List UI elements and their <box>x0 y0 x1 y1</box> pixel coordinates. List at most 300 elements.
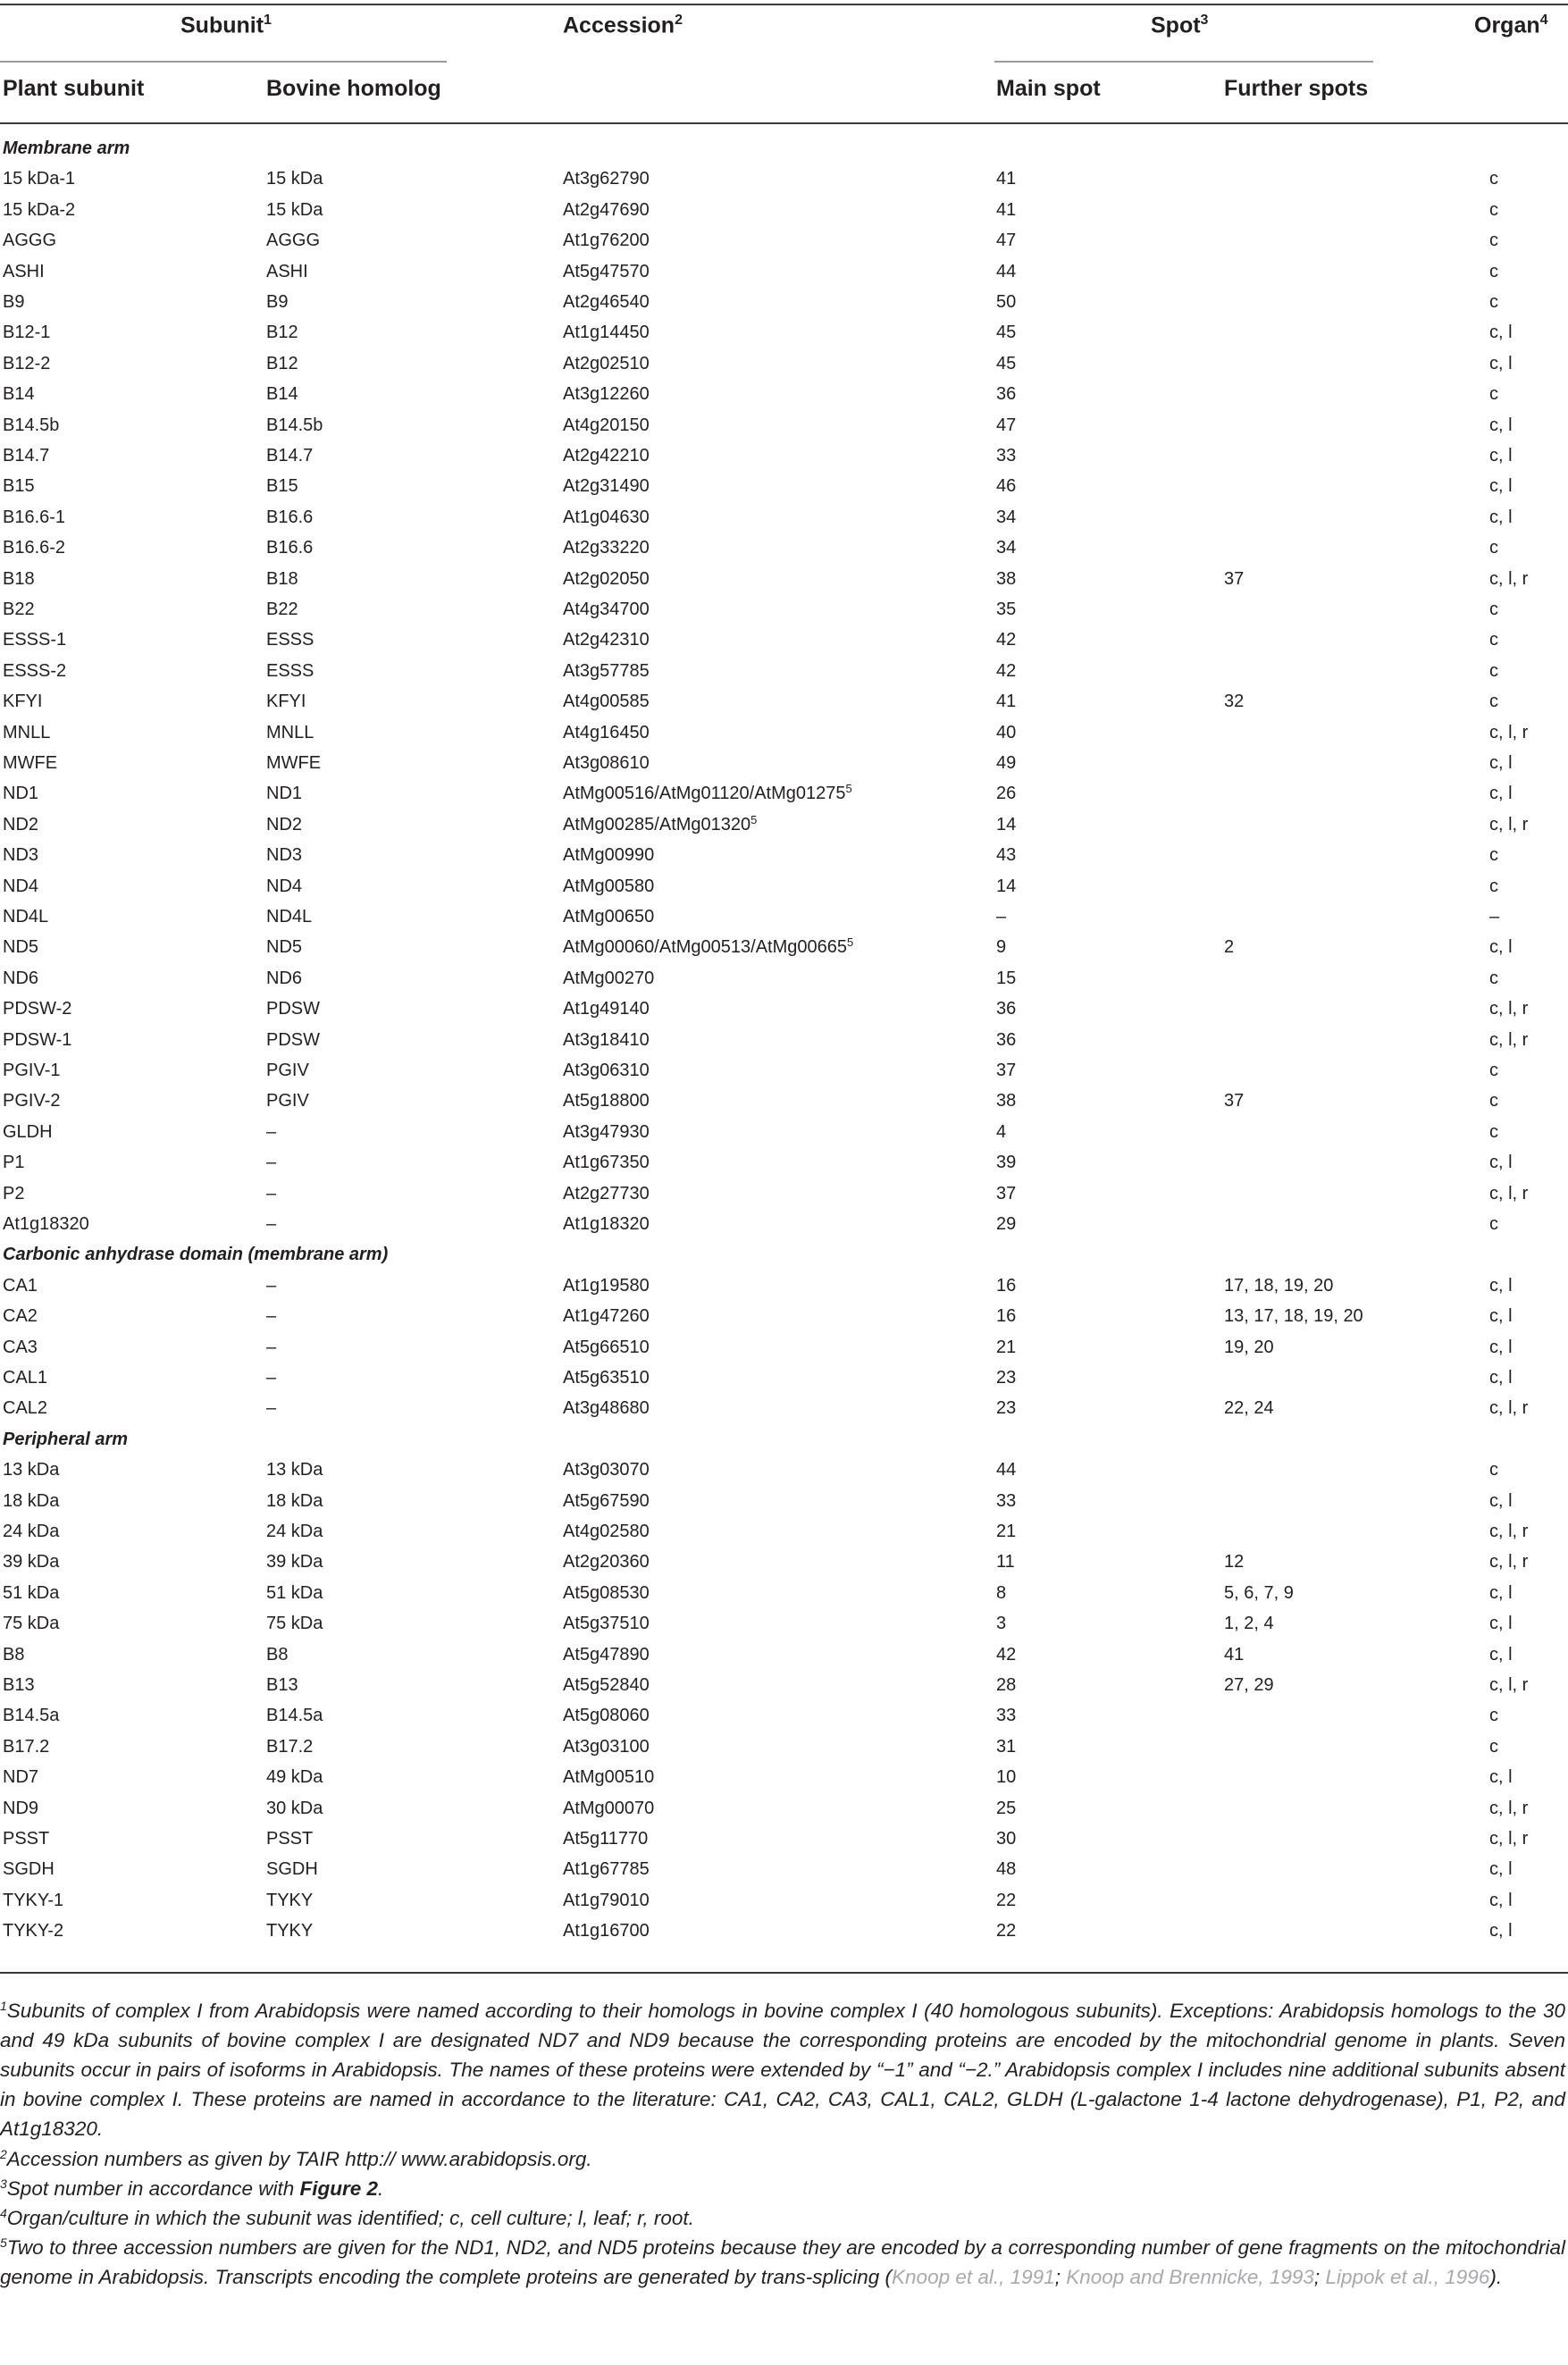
plant-subunit-cell: B15 <box>3 476 35 497</box>
bovine-homolog-cell: B16.6 <box>266 507 314 527</box>
main-spot-cell: 42 <box>996 630 1017 650</box>
table-header-rule <box>0 122 1568 124</box>
accession-footnote-mark: 5 <box>847 935 854 950</box>
organ-cell: c <box>1489 261 1498 281</box>
main-spot-cell: 23 <box>996 1398 1017 1419</box>
organ-cell: c, l <box>1489 446 1513 465</box>
plant-subunit-cell: 15 kDa-1 <box>3 169 76 189</box>
header-plant-subunit: Plant subunit <box>3 76 145 101</box>
bovine-homolog-cell: – <box>266 1368 277 1388</box>
plant-subunit-cell: ND6 <box>3 968 39 988</box>
organ-cell: c, l <box>1489 507 1513 527</box>
main-spot-cell: – <box>996 907 1007 927</box>
bovine-homolog-cell: 49 kDa <box>266 1767 323 1788</box>
accession-cell: At5g18800 <box>563 1091 650 1111</box>
bovine-homolog-cell: B16.6 <box>266 538 314 558</box>
figure-2-link[interactable]: Figure 2 <box>299 2177 379 2200</box>
accession-cell: AtMg00060/AtMg00513/AtMg00665$^5$ <box>563 935 854 958</box>
plant-subunit-cell: CA1 <box>3 1275 38 1296</box>
accession-cell: AtMg00990 <box>563 845 655 866</box>
plant-subunit-cell: B9 <box>3 292 25 312</box>
bovine-homolog-cell: – <box>266 1153 277 1173</box>
bovine-homolog-cell: PSST <box>266 1829 314 1849</box>
main-spot-cell: 9 <box>996 937 1007 958</box>
organ-cell: c <box>1489 630 1498 650</box>
plant-subunit-cell: At1g18320 <box>3 1214 89 1234</box>
accession-cell: At3g03070 <box>563 1460 650 1480</box>
organ-cell: c, l, r <box>1489 722 1529 742</box>
main-spot-cell: 47 <box>996 415 1017 435</box>
accession-cell: At1g67785 <box>563 1859 650 1880</box>
main-spot-cell: 34 <box>996 538 1017 558</box>
main-spot-cell: 3 <box>996 1614 1007 1634</box>
bovine-homolog-cell: B14 <box>266 384 298 405</box>
plant-subunit-cell: ND1 <box>3 784 39 804</box>
accession-cell: At2g02510 <box>563 353 650 373</box>
accession-cell: At2g46540 <box>563 292 650 312</box>
organ-cell: c, l, r <box>1489 1522 1529 1541</box>
organ-cell: c, l <box>1489 1921 1513 1941</box>
organ-cell: c <box>1489 169 1498 189</box>
main-spot-cell: 28 <box>996 1675 1017 1695</box>
organ-cell: c, l <box>1489 1337 1513 1357</box>
main-spot-cell: 8 <box>996 1582 1007 1603</box>
bovine-homolog-cell: ND4 <box>266 876 303 896</box>
accession-cell: AtMg00270 <box>563 968 655 988</box>
main-spot-cell: 35 <box>996 600 1017 619</box>
organ-cell: c <box>1489 876 1498 896</box>
main-spot-cell: 21 <box>996 1522 1017 1541</box>
plant-subunit-cell: P2 <box>3 1183 25 1203</box>
organ-cell: c <box>1489 1706 1498 1726</box>
plant-subunit-cell: MWFE <box>3 753 58 773</box>
bovine-homolog-cell: 24 kDa <box>266 1522 323 1541</box>
organ-cell: c, l, r <box>1489 568 1529 589</box>
bovine-homolog-cell: 13 kDa <box>266 1460 323 1480</box>
bovine-homolog-cell: B22 <box>266 600 298 619</box>
accession-cell: At2g20360 <box>563 1552 650 1572</box>
organ-cell: c, l, r <box>1489 1029 1529 1050</box>
main-spot-cell: 43 <box>996 845 1017 866</box>
main-spot-cell: 37 <box>996 1061 1017 1080</box>
further-spots-cell: 13, 17, 18, 19, 20 <box>1224 1306 1363 1327</box>
main-spot-cell: 39 <box>996 1153 1017 1173</box>
plant-subunit-cell: ND3 <box>3 845 39 866</box>
bovine-homolog-cell: ND6 <box>266 968 303 988</box>
organ-cell: c, l <box>1489 784 1513 804</box>
accession-cell: At5g67590 <box>563 1490 650 1511</box>
bovine-homolog-cell: 15 kDa <box>266 199 323 220</box>
organ-cell: c, l <box>1489 415 1513 435</box>
header-further-spots: Further spots <box>1224 76 1369 101</box>
accession-cell: At2g02050 <box>563 568 650 589</box>
organ-cell: c, l <box>1489 1490 1513 1511</box>
footnote-3: $^3$Spot number in accordance with Figure 2. <box>0 2176 384 2200</box>
plant-subunit-cell: B18 <box>3 568 35 589</box>
organ-cell: c, l <box>1489 1368 1513 1388</box>
organ-cell: – <box>1489 907 1500 927</box>
main-spot-cell: 33 <box>996 446 1017 465</box>
bovine-homolog-cell: MNLL <box>266 722 314 742</box>
plant-subunit-cell: P1 <box>3 1153 25 1173</box>
main-spot-cell: 47 <box>996 231 1017 251</box>
accession-cell: At3g08610 <box>563 753 650 773</box>
plant-subunit-cell: CAL2 <box>3 1398 48 1419</box>
accession-cell: At5g08530 <box>563 1582 650 1603</box>
accession-cell: At3g18410 <box>563 1029 650 1050</box>
bovine-homolog-cell: TYKY <box>266 1921 314 1941</box>
accession-cell: At4g00585 <box>563 692 650 712</box>
main-spot-cell: 14 <box>996 876 1017 896</box>
organ-cell: c <box>1489 692 1498 712</box>
main-spot-cell: 45 <box>996 353 1017 373</box>
accession-cell: At1g14450 <box>563 323 650 343</box>
plant-subunit-cell: TYKY-1 <box>3 1890 64 1910</box>
plant-subunit-cell: PSST <box>3 1829 50 1849</box>
accession-cell: At1g04630 <box>563 507 650 527</box>
further-spots-cell: 32 <box>1224 692 1245 712</box>
main-spot-cell: 50 <box>996 292 1017 312</box>
accession-footnote-mark: 5 <box>750 812 758 826</box>
accession-cell: At5g11770 <box>563 1829 649 1849</box>
bovine-homolog-cell: ESSS <box>266 660 314 681</box>
organ-cell: c <box>1489 1121 1498 1142</box>
plant-subunit-cell: 51 kDa <box>3 1582 60 1603</box>
plant-subunit-cell: B12-1 <box>3 323 51 343</box>
organ-cell: c <box>1489 199 1498 220</box>
footnote-2: $^2$Accession numbers as given by TAIR http:// www.arabidopsis.org. <box>0 2147 592 2170</box>
plant-subunit-cell: B14.5a <box>3 1706 60 1726</box>
organ-cell: c <box>1489 1091 1498 1111</box>
organ-cell: c, l, r <box>1489 999 1529 1019</box>
main-spot-cell: 41 <box>996 169 1017 189</box>
main-spot-cell: 14 <box>996 814 1017 834</box>
bovine-homolog-cell: B15 <box>266 476 298 497</box>
bovine-homolog-cell: KFYI <box>266 692 306 712</box>
accession-cell: At5g37510 <box>563 1614 650 1634</box>
accession-cell: At5g66510 <box>563 1337 650 1357</box>
main-spot-cell: 38 <box>996 568 1017 589</box>
organ-cell: c <box>1489 968 1498 988</box>
main-spot-cell: 38 <box>996 1091 1017 1111</box>
main-spot-cell: 30 <box>996 1829 1017 1849</box>
bovine-homolog-cell: AGGG <box>266 231 321 251</box>
accession-cell: AtMg00516/AtMg01120/AtMg01275$^5$ <box>563 782 852 804</box>
bovine-homolog-cell: – <box>266 1214 277 1234</box>
bovine-homolog-cell: B12 <box>266 323 298 343</box>
plant-subunit-cell: KFYI <box>3 692 43 712</box>
reference-link[interactable]: Knoop and Brennicke, 1993 <box>1066 2266 1314 2288</box>
main-spot-cell: 48 <box>996 1859 1017 1880</box>
bovine-homolog-cell: ND5 <box>266 937 303 958</box>
footnote-4: $^4$Organ/culture in which the subunit was identified; c, cell culture; l, leaf; r, root. <box>0 2206 694 2229</box>
header-bovine-homolog: Bovine homolog <box>266 76 441 101</box>
accession-cell: AtMg00650 <box>563 907 655 927</box>
main-spot-cell: 44 <box>996 261 1017 281</box>
main-spot-cell: 22 <box>996 1890 1017 1910</box>
accession-cell: At1g76200 <box>563 231 650 251</box>
plant-subunit-cell: ND9 <box>3 1798 39 1818</box>
main-spot-cell: 11 <box>996 1552 1015 1572</box>
plant-subunit-cell: 75 kDa <box>3 1614 60 1634</box>
bovine-homolog-cell: ND2 <box>266 814 303 834</box>
plant-subunit-cell: ND4 <box>3 876 39 896</box>
organ-cell: c, l, r <box>1489 1183 1529 1203</box>
accession-cell: At1g16700 <box>563 1921 650 1941</box>
main-spot-cell: 21 <box>996 1337 1017 1357</box>
further-spots-cell: 22, 24 <box>1224 1398 1274 1419</box>
accession-cell: At4g20150 <box>563 415 650 435</box>
header-organ: Organ$^4$ <box>1474 13 1548 38</box>
accession-cell: At5g08060 <box>563 1706 650 1726</box>
further-spots-cell: 17, 18, 19, 20 <box>1224 1275 1334 1296</box>
bovine-homolog-cell: 51 kDa <box>266 1582 323 1603</box>
footnote-1: $^1$Subunits of complex I from Arabidopsis were named according to their homologs in bovine complex I (40 homologous subunits). Exceptions: Arabidopsis homologs to the 30 and 49 kDa subunits of bovine complex I are designated ND7 and ND9 because the corresponding proteins are encoded by the mitochondrial genome in plants. Seven subunits occur in pairs of isoforms in Arabidopsis. The names of these proteins were extended by “−1” and “−2.” Arabidopsis complex I includes nine additional subunits absent in bovine complex I. These proteins are named in accordance to the literature: CA1, CA2, CA3, CAL1, CAL2, GLDH (L-galactone 1-4 lactone dehydrogenase), P1, P2, and At1g18320. <box>0 1999 1565 2140</box>
plant-subunit-cell: PDSW-2 <box>3 999 72 1019</box>
organ-cell: c <box>1489 845 1498 866</box>
bovine-homolog-cell: ESSS <box>266 630 314 650</box>
accession-cell: At4g34700 <box>563 600 650 619</box>
accession-cell: At2g42210 <box>563 446 650 465</box>
header-main-spot: Main spot <box>996 76 1101 101</box>
main-spot-cell: 45 <box>996 323 1017 343</box>
bovine-homolog-cell: – <box>266 1275 277 1296</box>
organ-cell: c, l <box>1489 1153 1513 1173</box>
bovine-homolog-cell: B14.5b <box>266 415 323 435</box>
bovine-homolog-cell: ND3 <box>266 845 303 866</box>
bovine-homolog-cell: B13 <box>266 1675 298 1695</box>
plant-subunit-cell: PGIV-2 <box>3 1091 61 1111</box>
organ-cell: c, l <box>1489 753 1513 773</box>
organ-cell: c, l, r <box>1489 1798 1529 1818</box>
header-subunit: Subunit$^1$ <box>180 13 272 38</box>
bovine-homolog-cell: – <box>266 1306 277 1327</box>
main-spot-cell: 33 <box>996 1706 1017 1726</box>
plant-subunit-cell: ND7 <box>3 1767 39 1788</box>
bovine-homolog-cell: ASHI <box>266 261 308 281</box>
accession-cell: At5g47570 <box>563 261 650 281</box>
bovine-homolog-cell: 39 kDa <box>266 1552 323 1572</box>
organ-cell: c, l <box>1489 353 1513 373</box>
plant-subunit-cell: 24 kDa <box>3 1522 60 1541</box>
plant-subunit-cell: ESSS-2 <box>3 660 67 681</box>
organ-cell: c <box>1489 1736 1498 1757</box>
plant-subunit-cell: ND4L <box>3 907 49 927</box>
table-top-rule <box>0 4 1568 5</box>
organ-cell: c, l <box>1489 1582 1513 1603</box>
section-title: Carbonic anhydrase domain (membrane arm) <box>3 1245 389 1265</box>
organ-cell: c <box>1489 1061 1498 1080</box>
further-spots-cell: 27, 29 <box>1224 1675 1274 1695</box>
reference-link[interactable]: Lippok et al., 1996 <box>1325 2266 1490 2288</box>
plant-subunit-cell: 18 kDa <box>3 1490 60 1511</box>
plant-subunit-cell: AGGG <box>3 231 57 251</box>
plant-subunit-cell: 39 kDa <box>3 1552 60 1572</box>
plant-subunit-cell: B16.6-1 <box>3 507 66 527</box>
plant-subunit-cell: ASHI <box>3 261 45 281</box>
plant-subunit-cell: B17.2 <box>3 1736 50 1757</box>
organ-cell: c <box>1489 538 1498 558</box>
accession-footnote-mark: 5 <box>845 782 852 796</box>
bovine-homolog-cell: – <box>266 1183 277 1203</box>
main-spot-cell: 44 <box>996 1460 1017 1480</box>
plant-subunit-cell: 13 kDa <box>3 1460 60 1480</box>
section-title: Membrane arm <box>3 138 130 158</box>
main-spot-cell: 36 <box>996 999 1017 1019</box>
organ-cell: c, l, r <box>1489 1829 1529 1849</box>
accession-cell: At2g31490 <box>563 476 650 497</box>
bovine-homolog-cell: – <box>266 1121 277 1142</box>
main-spot-cell: 49 <box>996 753 1017 773</box>
further-spots-cell: 37 <box>1224 1091 1245 1111</box>
organ-cell: c <box>1489 1460 1498 1480</box>
table-bottom-rule <box>0 1972 1568 1974</box>
spot-header-rule <box>994 61 1373 63</box>
accession-cell: At1g19580 <box>563 1275 650 1296</box>
main-spot-cell: 29 <box>996 1214 1017 1234</box>
main-spot-cell: 15 <box>996 968 1017 988</box>
organ-cell: c, l <box>1489 937 1513 958</box>
header-accession: Accession$^2$ <box>563 13 683 38</box>
main-spot-cell: 37 <box>996 1183 1017 1203</box>
plant-subunit-cell: MNLL <box>3 722 51 742</box>
main-spot-cell: 33 <box>996 1490 1017 1511</box>
organ-cell: c, l <box>1489 1644 1513 1665</box>
bovine-homolog-cell: PDSW <box>266 999 320 1019</box>
organ-cell: c <box>1489 1214 1498 1234</box>
further-spots-cell: 37 <box>1224 568 1245 589</box>
main-spot-cell: 25 <box>996 1798 1017 1818</box>
main-spot-cell: 36 <box>996 1029 1017 1050</box>
main-spot-cell: 10 <box>996 1767 1017 1788</box>
main-spot-cell: 36 <box>996 384 1017 405</box>
accession-cell: At1g18320 <box>563 1214 650 1234</box>
further-spots-cell: 19, 20 <box>1224 1337 1274 1357</box>
plant-subunit-cell: B14 <box>3 384 35 405</box>
bovine-homolog-cell: B9 <box>266 292 289 312</box>
plant-subunit-cell: 15 kDa-2 <box>3 199 76 220</box>
bovine-homolog-cell: 18 kDa <box>266 1490 323 1511</box>
organ-cell: c, l <box>1489 323 1513 343</box>
accession-cell: At3g47930 <box>563 1121 650 1142</box>
accession-cell: At2g47690 <box>563 199 650 220</box>
organ-cell: c, l <box>1489 1890 1513 1910</box>
organ-cell: c <box>1489 384 1498 405</box>
header-spot: Spot$^3$ <box>1151 13 1209 38</box>
main-spot-cell: 41 <box>996 199 1017 220</box>
accession-cell: At2g42310 <box>563 630 650 650</box>
accession-cell: At3g03100 <box>563 1736 650 1757</box>
footnote-5: $^5$Two to three accession numbers are given for the ND1, ND2, and ND5 proteins because they are encoded by a corresponding number of gene fragments on the mitochondrial genome in Arabidopsis. Transcripts encoding the complete proteins are generated by trans-splicing (Knoop et al., 1991; Knoop and Brennicke, 1993; Lippok et al., 1996). <box>0 2235 1565 2288</box>
plant-subunit-cell: B12-2 <box>3 353 51 373</box>
bovine-homolog-cell: B17.2 <box>266 1736 314 1757</box>
bovine-homolog-cell: ND1 <box>266 784 303 804</box>
accession-cell: At3g62790 <box>563 169 650 189</box>
accession-cell: At4g02580 <box>563 1522 650 1541</box>
plant-subunit-cell: PGIV-1 <box>3 1061 61 1080</box>
plant-subunit-cell: B14.5b <box>3 415 60 435</box>
organ-cell: c, l <box>1489 1306 1513 1327</box>
plant-subunit-cell: SGDH <box>3 1859 55 1880</box>
plant-subunit-cell: B22 <box>3 600 35 619</box>
main-spot-cell: 34 <box>996 507 1017 527</box>
main-spot-cell: 40 <box>996 722 1017 742</box>
bovine-homolog-cell: B14.5a <box>266 1706 323 1726</box>
further-spots-cell: 5, 6, 7, 9 <box>1224 1582 1294 1603</box>
plant-subunit-cell: CAL1 <box>3 1368 48 1388</box>
organ-cell: c, l <box>1489 1767 1513 1788</box>
plant-subunit-cell: ESSS-1 <box>3 630 67 650</box>
main-spot-cell: 16 <box>996 1306 1017 1327</box>
bovine-homolog-cell: MWFE <box>266 753 322 773</box>
organ-cell: c, l, r <box>1489 1398 1529 1419</box>
plant-subunit-cell: B16.6-2 <box>3 538 66 558</box>
accession-cell: At1g67350 <box>563 1153 650 1173</box>
organ-cell: c, l <box>1489 1859 1513 1880</box>
plant-subunit-cell: B14.7 <box>3 446 50 465</box>
plant-subunit-cell: B8 <box>3 1644 25 1665</box>
section-title: Peripheral arm <box>3 1429 129 1449</box>
accession-cell: At4g16450 <box>563 722 650 742</box>
accession-cell: At3g57785 <box>563 660 650 681</box>
bovine-homolog-cell: B12 <box>266 353 298 373</box>
bovine-homolog-cell: PGIV <box>266 1061 309 1080</box>
main-spot-cell: 42 <box>996 1644 1017 1665</box>
bovine-homolog-cell: – <box>266 1398 277 1419</box>
accession-cell: AtMg00070 <box>563 1798 655 1818</box>
accession-cell: At1g79010 <box>563 1890 650 1910</box>
accession-cell: At1g49140 <box>563 999 650 1019</box>
organ-cell: c <box>1489 600 1498 619</box>
organ-cell: c, l <box>1489 1275 1513 1296</box>
main-spot-cell: 42 <box>996 660 1017 681</box>
accession-cell: At3g06310 <box>563 1061 650 1080</box>
accession-cell: At1g47260 <box>563 1306 650 1327</box>
main-spot-cell: 4 <box>996 1121 1007 1142</box>
bovine-homolog-cell: B8 <box>266 1644 289 1665</box>
bovine-homolog-cell: 30 kDa <box>266 1798 323 1818</box>
bovine-homolog-cell: PDSW <box>266 1029 320 1050</box>
main-spot-cell: 46 <box>996 476 1017 497</box>
organ-cell: c, l <box>1489 476 1513 497</box>
bovine-homolog-cell: B18 <box>266 568 298 589</box>
bovine-homolog-cell: SGDH <box>266 1859 318 1880</box>
plant-subunit-cell: ND5 <box>3 937 39 958</box>
accession-cell: At5g52840 <box>563 1675 650 1695</box>
organ-cell: c <box>1489 231 1498 251</box>
bovine-homolog-cell: B14.7 <box>266 446 314 465</box>
bovine-homolog-cell: ND4L <box>266 907 313 927</box>
bovine-homolog-cell: 15 kDa <box>266 169 323 189</box>
accession-cell: At5g47890 <box>563 1644 650 1665</box>
organ-cell: c, l <box>1489 1614 1513 1634</box>
main-spot-cell: 23 <box>996 1368 1017 1388</box>
further-spots-cell: 1, 2, 4 <box>1224 1614 1274 1634</box>
main-spot-cell: 31 <box>996 1736 1017 1757</box>
accession-cell: At2g33220 <box>563 538 650 558</box>
accession-cell: At2g27730 <box>563 1183 650 1203</box>
plant-subunit-cell: B13 <box>3 1675 35 1695</box>
accession-cell: AtMg00580 <box>563 876 655 896</box>
accession-cell: At5g63510 <box>563 1368 650 1388</box>
reference-link[interactable]: Knoop et al., 1991 <box>892 2266 1055 2288</box>
organ-cell: c, l, r <box>1489 1675 1529 1695</box>
plant-subunit-cell: CA3 <box>3 1337 38 1357</box>
accession-cell: At3g12260 <box>563 384 650 405</box>
subunit-header-rule <box>0 61 447 63</box>
main-spot-cell: 41 <box>996 692 1017 712</box>
bovine-homolog-cell: – <box>266 1337 277 1357</box>
